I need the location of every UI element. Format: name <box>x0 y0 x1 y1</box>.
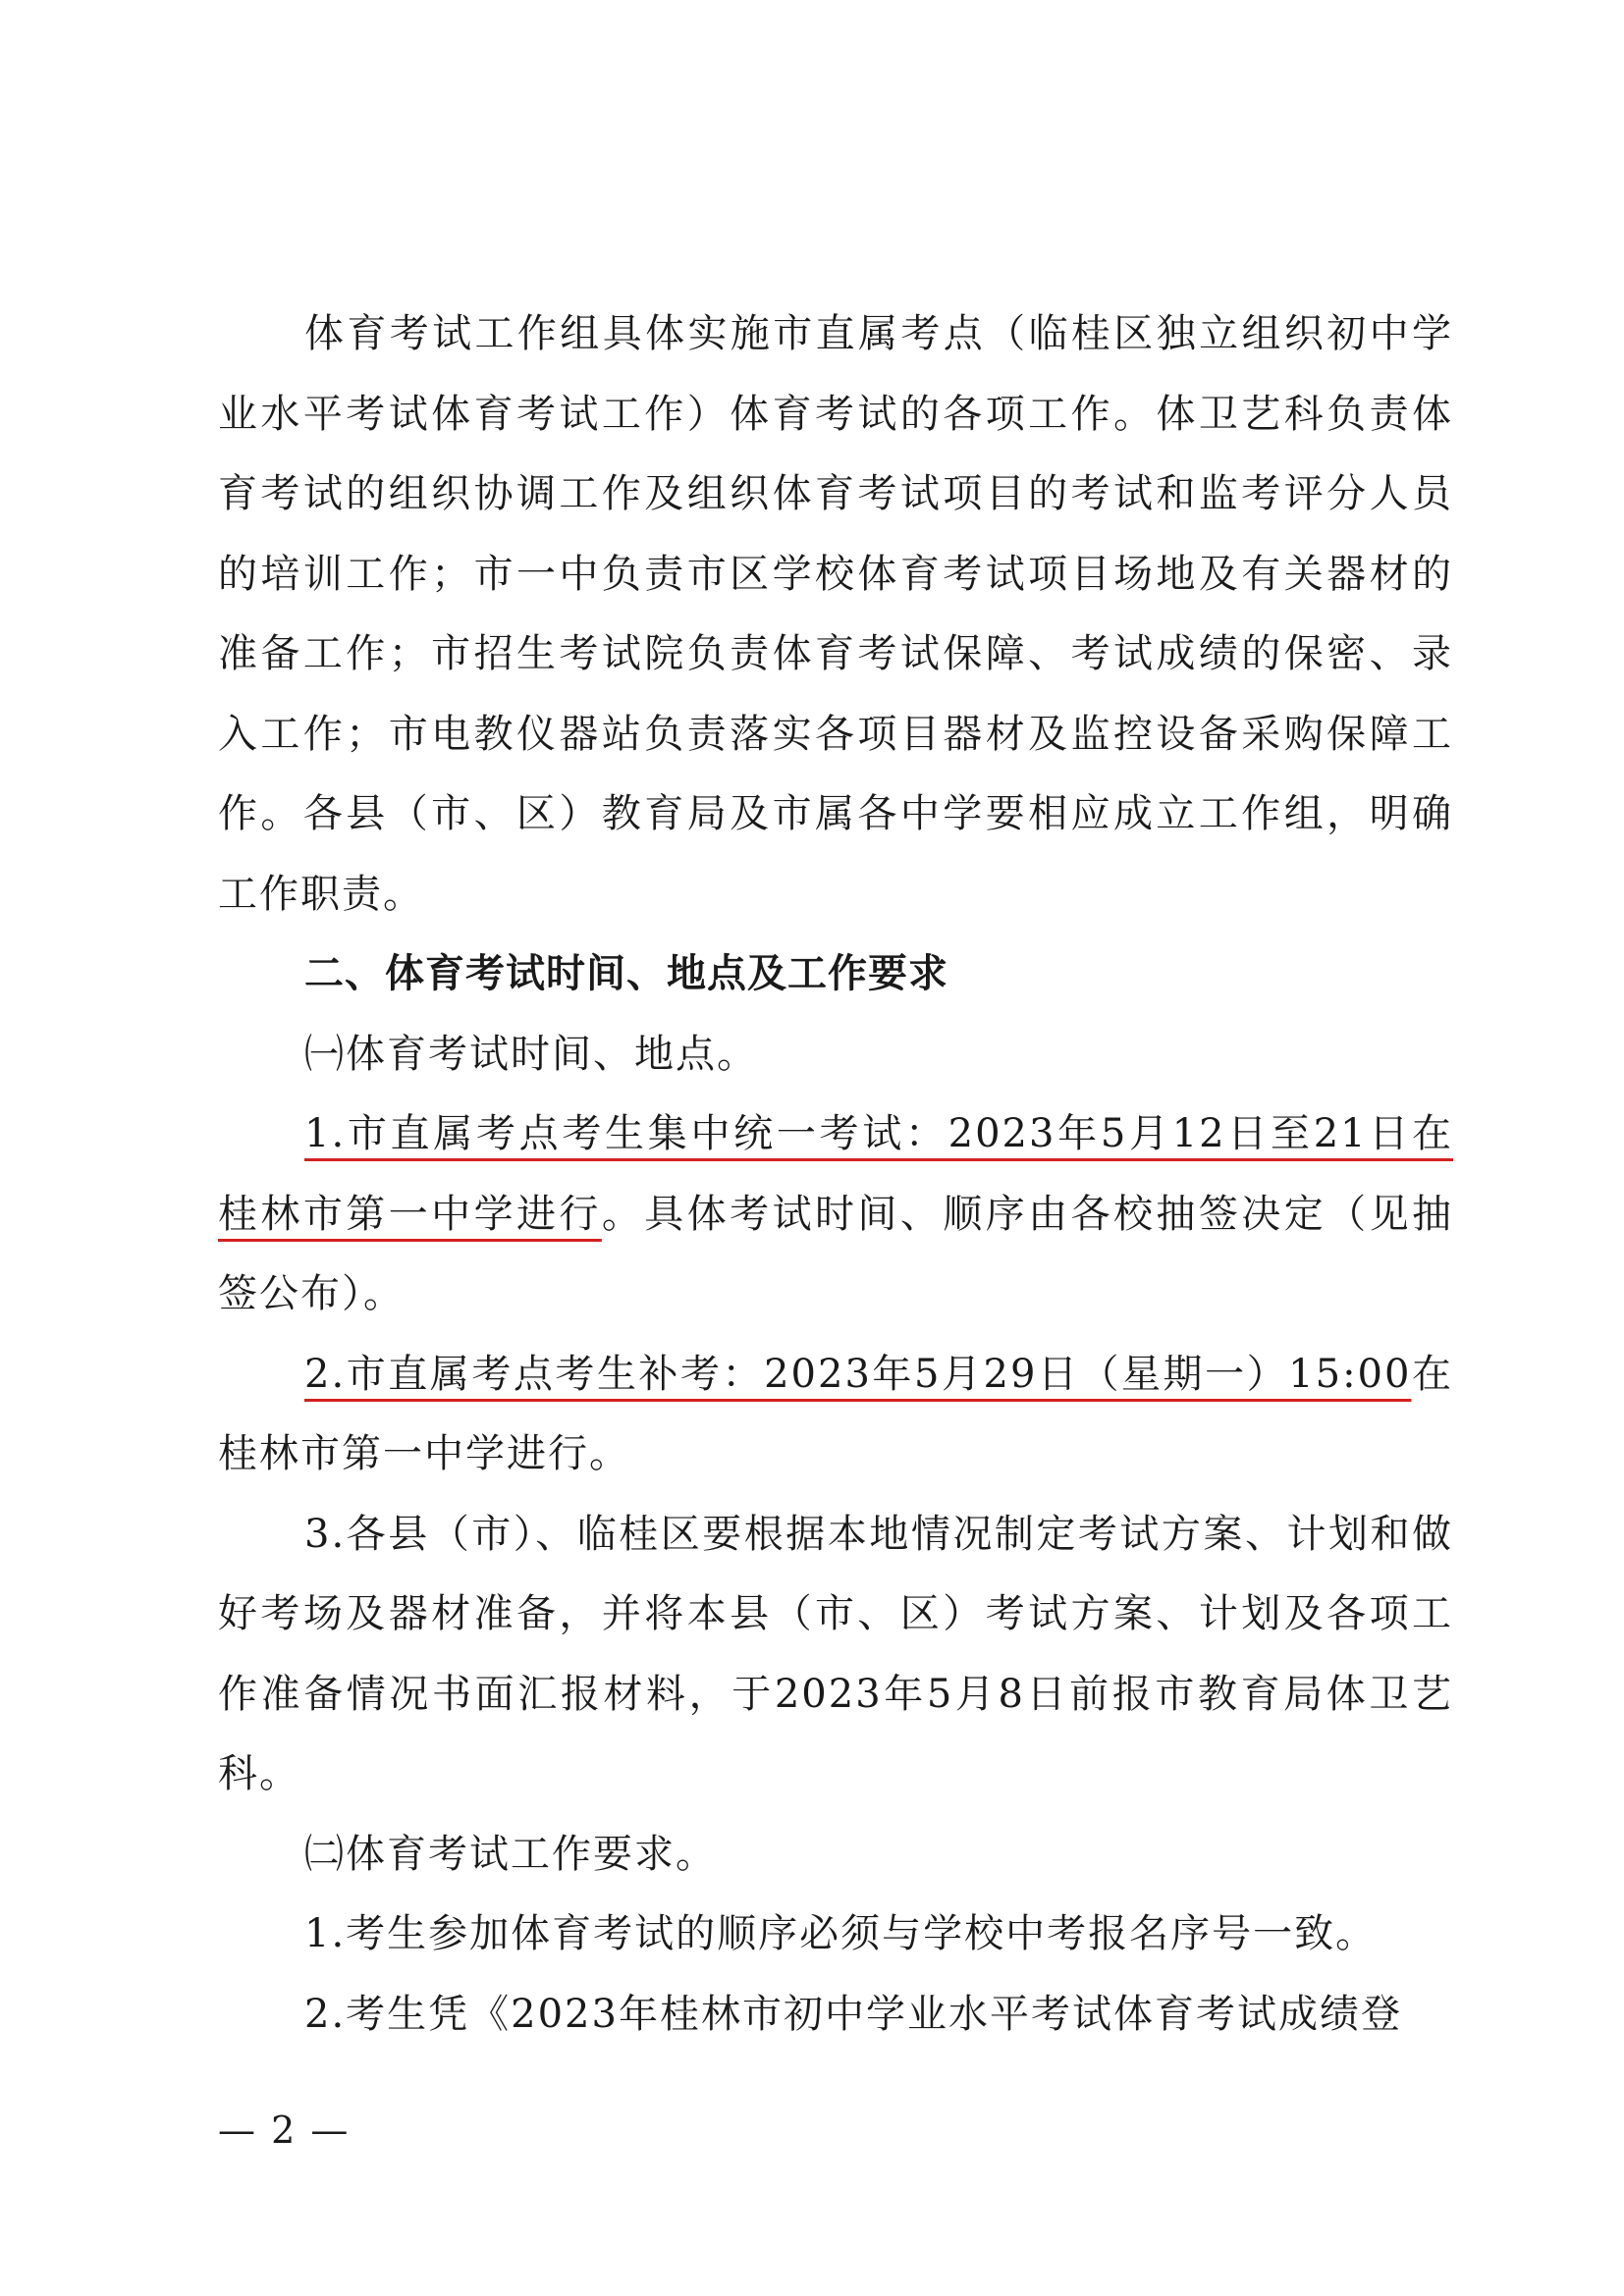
item-3-county-plans: 3.各县（市）、临桂区要根据本地情况制定考试方案、计划和做好考场及器材准备，并将本县（市、区）考试方案、计划及各项工作准备情况书面汇报材料，于2023年5月8日前报市教育局体卫艺科。 <box>218 1511 1453 1796</box>
requirement-1: 1.考生参加体育考试的顺序必须与学校中考报名序号一致。 <box>304 1911 1378 1956</box>
item-1-exam-schedule <box>218 1095 1453 1335</box>
subsection-work-requirements: ㈡体育考试工作要求。 <box>304 1831 717 1877</box>
paragraph-work-group: 体育考试工作组具体实施市直属考点（临桂区独立组织初中学业水平考试体育考试工作）体育考试的各项工作。体卫艺科负责体育考试的组织协调工作及组织体育考试项目的考试和监考评分人员的培训工作；市一中负责市区学校体育考试项目场地及有关器材的准备工作；市招生考试院负责体育考试保障、考试成绩的保密、录入工作；市电教仪器站负责落实各项目器材及监控设备采购保障工作。各县（市、区）教育局及市属各中学要相应成立工作组，明确工作职责。 <box>218 311 1453 917</box>
section-heading-2: 二、体育考试时间、地点及工作要求 <box>304 951 948 996</box>
item-2-underlined-text: 2.市直属考点考生补考：2023年5月29日（星期一）15:00 <box>304 1351 1412 1397</box>
requirement-2: 2.考生凭《2023年桂林市初中学业水平考试体育考试成绩登 <box>304 1991 1402 2037</box>
item-1-rest-text: 。具体考试时间、顺序由各校抽签决定（见抽签公布）。 <box>218 1191 1454 1316</box>
subsection-time-location: ㈠体育考试时间、地点。 <box>304 1031 758 1077</box>
document-body <box>218 294 1453 2055</box>
item-2-rest-text: 在桂林市第一中学进行。 <box>218 1351 1453 1476</box>
page-number: — 2 — <box>218 2109 351 2152</box>
item-2-makeup-exam <box>218 1335 1453 1495</box>
item-1-underlined-text: 1.市直属考点考生集中统一考试：2023年5月12日至21日在桂林市第一中学进行 <box>218 1111 1453 1237</box>
